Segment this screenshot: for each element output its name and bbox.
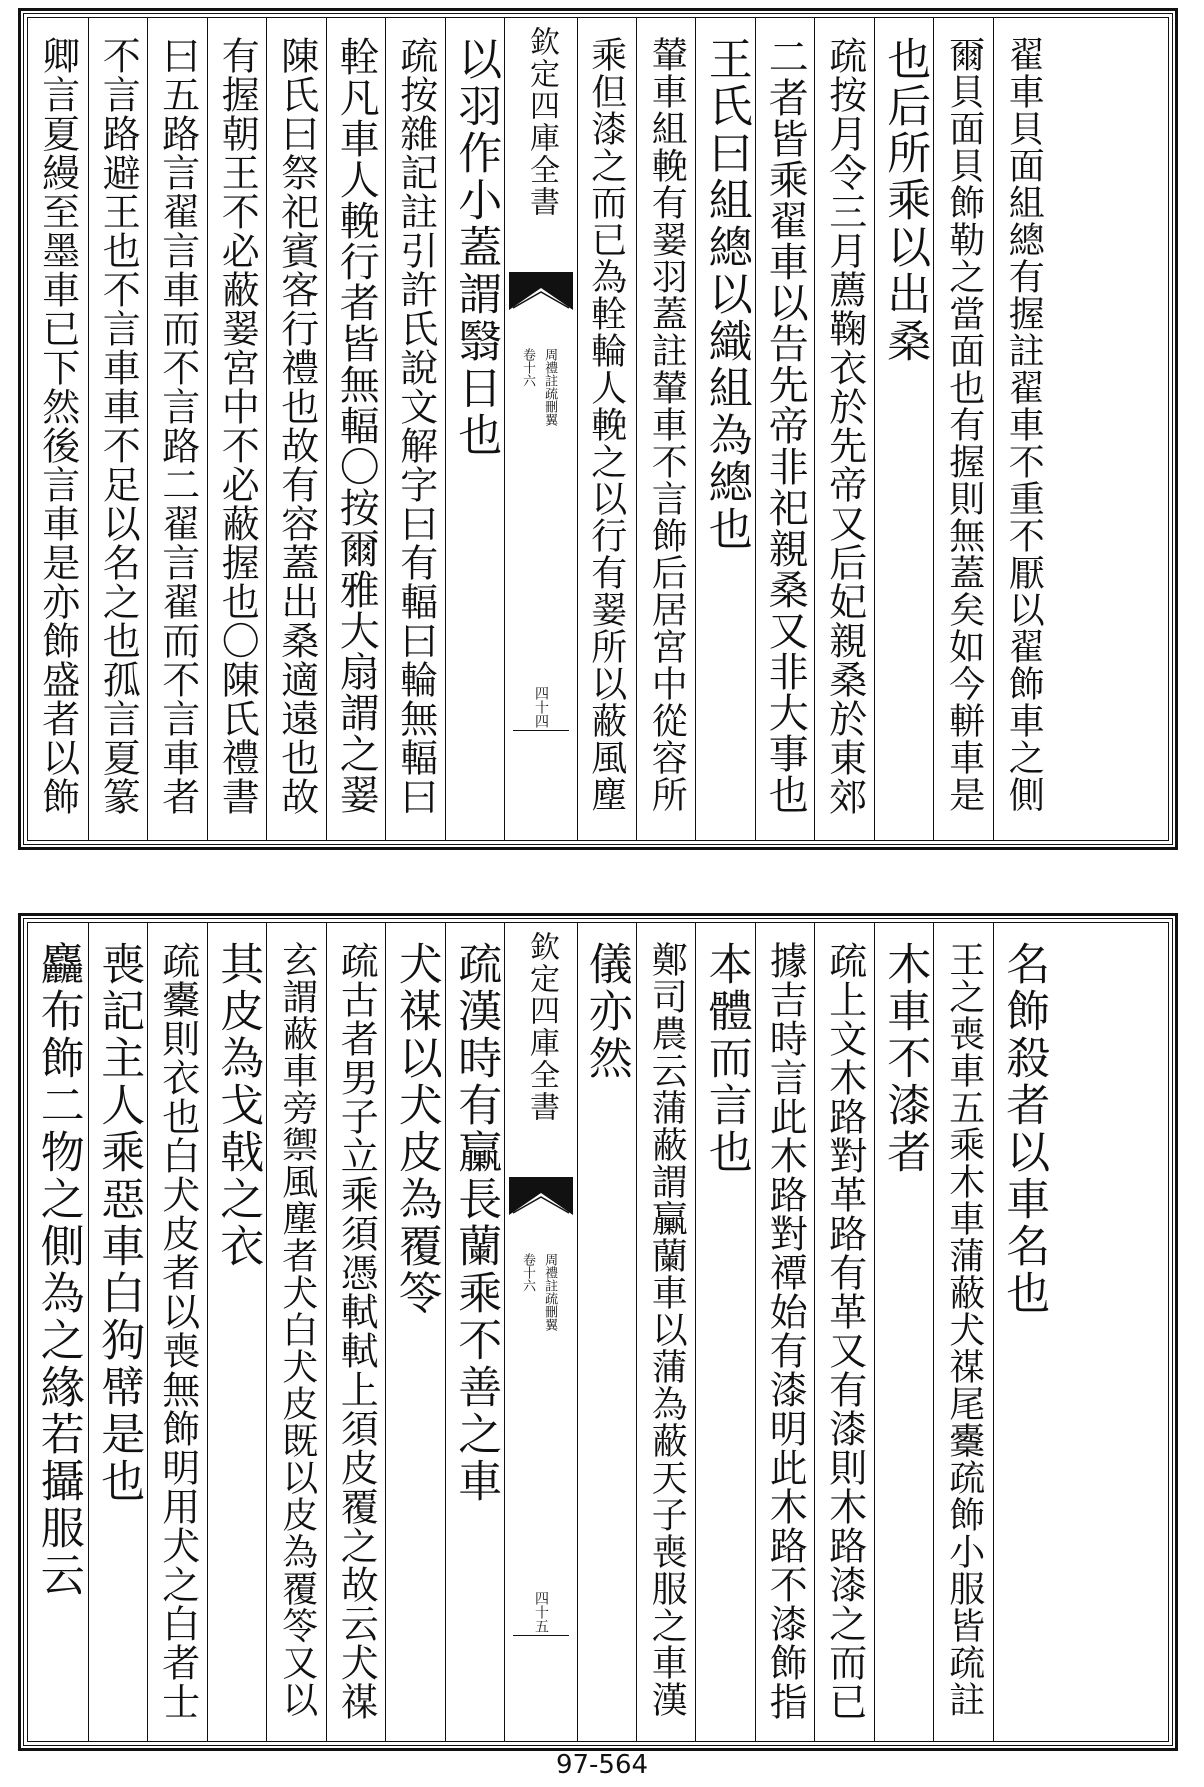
text-column (28, 18, 88, 840)
column-text: 疏按月令三月薦鞠衣於先帝又后妃親桑於東郊 (822, 36, 867, 816)
column-text: 據吉時言此木路對禫始有漆明此木路不漆飾指 (763, 941, 808, 1721)
text-column (695, 18, 756, 840)
gutter-title: 欽定四庫全書 (524, 26, 559, 218)
column-text: 也后所乘以出桑 (879, 36, 931, 365)
text-column (755, 18, 816, 840)
text-column (695, 923, 756, 1741)
column-text: 玄謂蔽車旁禦風塵者犬白犬皮既以皮為覆笭又以 (276, 941, 318, 1718)
text-column (147, 18, 208, 840)
column-text: 疏上文木路對革路有革又有漆則木路漆之而已 (822, 941, 867, 1721)
column-text: 儀亦然 (580, 941, 632, 1082)
text-column (88, 18, 149, 840)
column-text: 以羽作小蓋謂翳日也 (450, 36, 502, 459)
column-text: 王氏曰組總以織組為總也 (700, 36, 752, 553)
text-column (207, 923, 268, 1741)
text-column (147, 923, 208, 1741)
text-column (933, 923, 994, 1741)
fish-tail-mark (505, 270, 577, 314)
gutter-book-title: 周禮註疏刪翼 (542, 348, 558, 426)
gutter-title: 欽定四庫全書 (524, 931, 559, 1123)
text-column (993, 923, 1054, 1741)
page-body (27, 17, 1169, 841)
column-text: 二者皆乘翟車以告先帝非祀親桑又非大事也 (762, 36, 809, 815)
column-text: 疏古者男子立乘須憑軾軾上須皮覆之故云犬禖 (334, 941, 379, 1721)
text-column (207, 18, 268, 840)
column-text: 其皮為戈戟之衣 (212, 941, 264, 1270)
text-column (385, 18, 446, 840)
column-text: 疏漢時有臝長蘭乘不善之車 (450, 941, 502, 1505)
text-column (576, 923, 636, 1741)
page-bottom (18, 913, 1178, 1751)
column-text: 卿言夏縵至墨車已下然後言車是亦飾盛者以飾 (35, 36, 80, 816)
column-text: 麤布飾二物之側為之緣若攝服云 (32, 941, 84, 1599)
column-text: 喪記主人乘惡車白狗幦是也 (93, 941, 145, 1505)
fish-tail-mark (505, 1175, 577, 1219)
text-column (874, 18, 935, 840)
gutter-book-title: 周禮註疏刪翼 (542, 1253, 558, 1331)
column-text: 爾貝面貝飾勒之當面也有握則無蓋矣如今軿車是 (943, 36, 985, 813)
text-column (755, 923, 816, 1741)
column-text: 王之喪車五乘木車蒲蔽犬禖尾櫜疏飾小服皆疏註 (943, 941, 985, 1718)
column-text: 不言路避王也不言車車不足以名之也孤言夏篆 (96, 36, 141, 816)
page-top (18, 8, 1178, 850)
text-column (445, 18, 506, 840)
column-text: 有握朝王不必蔽翣宮中不必蔽握也〇陳氏禮書 (215, 36, 260, 816)
text-column (576, 18, 636, 840)
text-column (814, 18, 875, 840)
page-footer-number: 97-564 (555, 1750, 649, 1780)
text-column (636, 923, 697, 1741)
text-column (28, 923, 88, 1741)
column-text: 疏櫜則衣也白犬皮者以喪無飾明用犬之白者士 (155, 941, 200, 1721)
column-text: 翟車貝面組總有握註翟車不重不厭以翟飾車之側 (1003, 36, 1045, 813)
text-column (445, 923, 506, 1741)
column-text: 疏按雜記註引許氏說文解字曰有輻曰輪無輻曰 (393, 36, 438, 816)
text-column (266, 923, 327, 1741)
text-column (874, 923, 935, 1741)
column-text: 木車不漆者 (879, 941, 931, 1176)
column-text: 乘但漆之而已為輇輪人輓之以行有翣所以蔽風塵 (585, 36, 627, 813)
text-column (385, 923, 446, 1741)
gutter-page-number: 四十四 (533, 686, 549, 728)
gutter-rule (513, 730, 569, 731)
text-column (326, 923, 387, 1741)
column-text: 犬禖以犬皮為覆笭 (390, 941, 442, 1317)
center-gutter (504, 923, 578, 1741)
column-text: 鄭司農云蒲蔽謂臝蘭車以蒲為蔽天子喪服之車漢 (646, 941, 688, 1718)
gutter-volume: 卷十六 (519, 348, 535, 387)
text-column (326, 18, 387, 840)
column-text: 名飾殺者以車名也 (998, 941, 1050, 1317)
column-text: 輇凡車人輓行者皆無輻〇按爾雅大扇謂之翣 (333, 36, 380, 815)
text-column (636, 18, 697, 840)
text-column (266, 18, 327, 840)
column-text: 輦車組輓有翣羽蓋註輦車不言飾后居宮中從容所 (646, 36, 688, 813)
text-column (88, 923, 149, 1741)
column-text: 陳氏曰祭祀賓客行禮也故有容蓋出桑適遠也故 (274, 36, 319, 816)
text-column (993, 18, 1054, 840)
gutter-page-number: 四十五 (533, 1591, 549, 1633)
gutter-volume: 卷十六 (519, 1253, 535, 1292)
center-gutter (504, 18, 578, 840)
column-text: 本體而言也 (700, 941, 752, 1176)
text-column (814, 923, 875, 1741)
column-text: 曰五路言翟言車而不言路二翟言翟而不言車者 (155, 36, 200, 816)
page-body (27, 922, 1169, 1742)
text-column (933, 18, 994, 840)
gutter-rule (513, 1635, 569, 1636)
